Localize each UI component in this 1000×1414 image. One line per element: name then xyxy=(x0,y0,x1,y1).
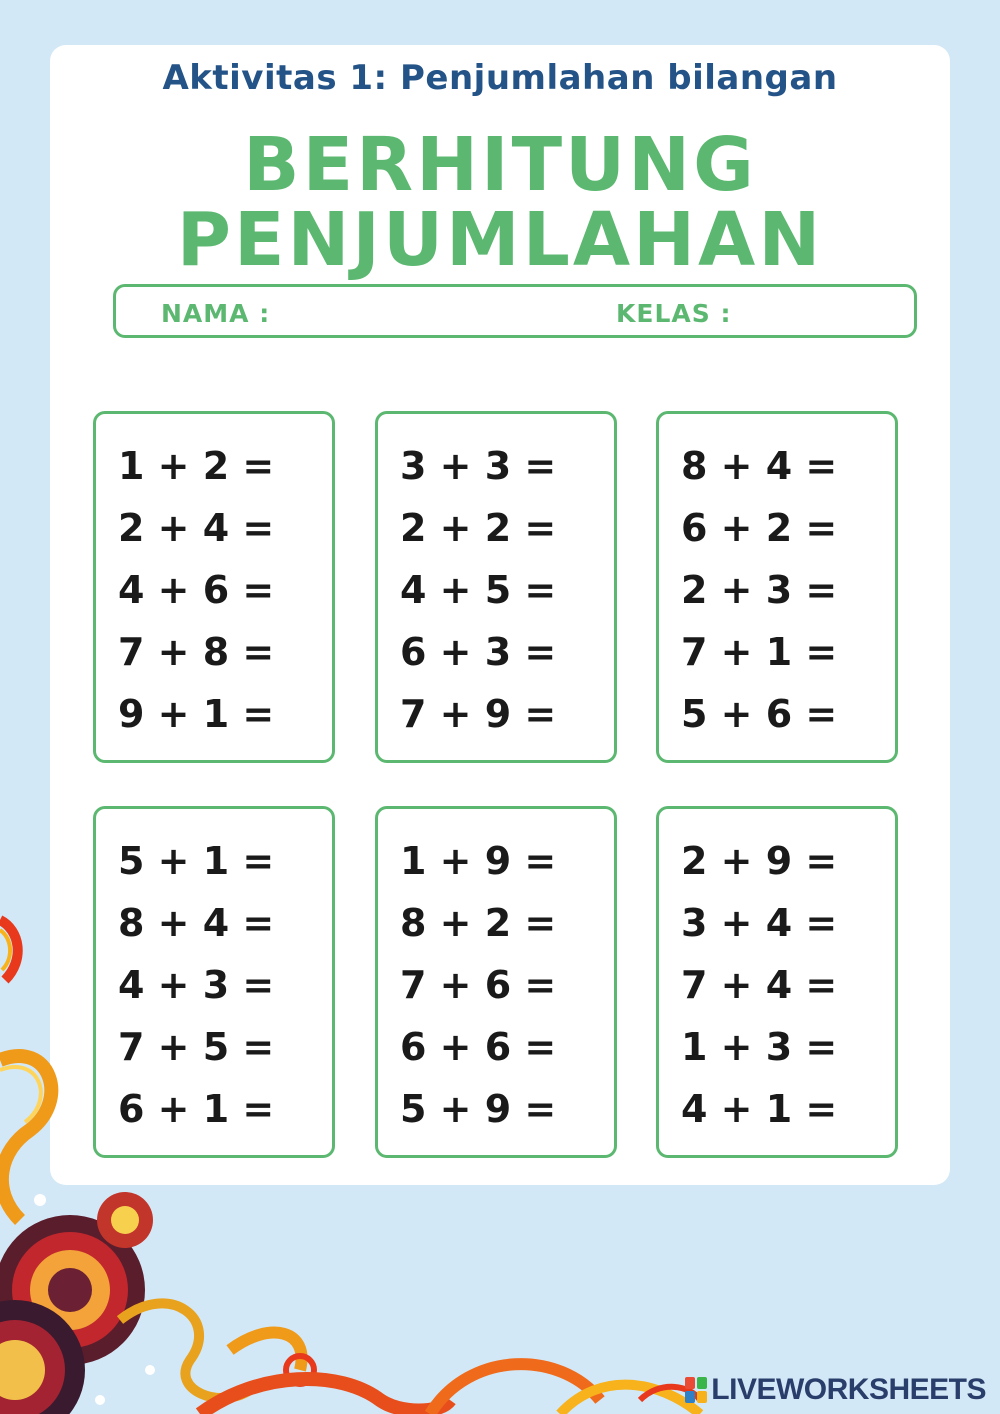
problem: 4 + 6 = xyxy=(118,568,275,612)
problem: 6 + 1 = xyxy=(118,1087,275,1131)
answer-input[interactable] xyxy=(538,570,604,612)
title-line-1: BERHITUNG xyxy=(243,122,757,208)
problem: 1 + 3 = xyxy=(681,1025,838,1069)
answer-input[interactable] xyxy=(538,632,604,674)
answer-input[interactable] xyxy=(819,632,885,674)
activity-subtitle: Aktivitas 1: Penjumlahan bilangan xyxy=(162,58,838,98)
answer-input[interactable] xyxy=(538,694,604,736)
answer-input[interactable] xyxy=(538,841,604,883)
answer-input[interactable] xyxy=(538,446,604,488)
answer-input[interactable] xyxy=(819,965,885,1007)
problem-box-1 xyxy=(93,411,335,763)
answer-input[interactable] xyxy=(256,570,322,612)
problem: 7 + 6 = xyxy=(400,963,557,1007)
answer-input[interactable] xyxy=(819,694,885,736)
liveworksheets-logo[interactable] xyxy=(685,1372,986,1408)
problem: 4 + 5 = xyxy=(400,568,557,612)
answer-input[interactable] xyxy=(819,1089,885,1131)
answer-input[interactable] xyxy=(819,508,885,550)
class-input[interactable] xyxy=(736,295,910,331)
problem: 6 + 3 = xyxy=(400,630,557,674)
class-label: KELAS : xyxy=(616,299,732,328)
answer-input[interactable] xyxy=(256,632,322,674)
title-line-2: PENJUMLAHAN xyxy=(176,197,824,283)
problem: 7 + 1 = xyxy=(681,630,838,674)
problem: 5 + 6 = xyxy=(681,692,838,736)
problem: 9 + 1 = xyxy=(118,692,275,736)
problem-box-2 xyxy=(375,411,617,763)
answer-input[interactable] xyxy=(256,694,322,736)
problem: 6 + 6 = xyxy=(400,1025,557,1069)
problem: 7 + 4 = xyxy=(681,963,838,1007)
batik-ornament-icon xyxy=(0,900,720,1414)
answer-input[interactable] xyxy=(538,508,604,550)
problem: 8 + 4 = xyxy=(681,444,838,488)
problem: 5 + 1 = xyxy=(118,839,275,883)
problem: 1 + 9 = xyxy=(400,839,557,883)
answer-input[interactable] xyxy=(256,841,322,883)
student-info-box xyxy=(113,284,917,338)
problem: 5 + 9 = xyxy=(400,1087,557,1131)
answer-input[interactable] xyxy=(819,446,885,488)
problem: 7 + 5 = xyxy=(118,1025,275,1069)
problem: 7 + 9 = xyxy=(400,692,557,736)
answer-input[interactable] xyxy=(256,446,322,488)
problem: 1 + 2 = xyxy=(118,444,275,488)
problem: 2 + 9 = xyxy=(681,839,838,883)
problem: 4 + 3 = xyxy=(118,963,275,1007)
problem: 3 + 4 = xyxy=(681,901,838,945)
answer-input[interactable] xyxy=(819,1027,885,1069)
problem: 8 + 4 = xyxy=(118,901,275,945)
problem: 7 + 8 = xyxy=(118,630,275,674)
problem: 4 + 1 = xyxy=(681,1087,838,1131)
answer-input[interactable] xyxy=(819,570,885,612)
answer-input[interactable] xyxy=(256,508,322,550)
problem: 2 + 3 = xyxy=(681,568,838,612)
answer-input[interactable] xyxy=(819,903,885,945)
problem: 2 + 2 = xyxy=(400,506,557,550)
name-input[interactable] xyxy=(276,295,600,331)
problem: 3 + 3 = xyxy=(400,444,557,488)
problem: 6 + 2 = xyxy=(681,506,838,550)
problem-box-3 xyxy=(656,411,898,763)
liveworksheets-logo-icon xyxy=(685,1377,707,1403)
problem: 8 + 2 = xyxy=(400,901,557,945)
brand-text: LIVEWORKSHEETS xyxy=(711,1373,986,1406)
name-label: NAMA : xyxy=(161,299,271,328)
answer-input[interactable] xyxy=(819,841,885,883)
problem: 2 + 4 = xyxy=(118,506,275,550)
